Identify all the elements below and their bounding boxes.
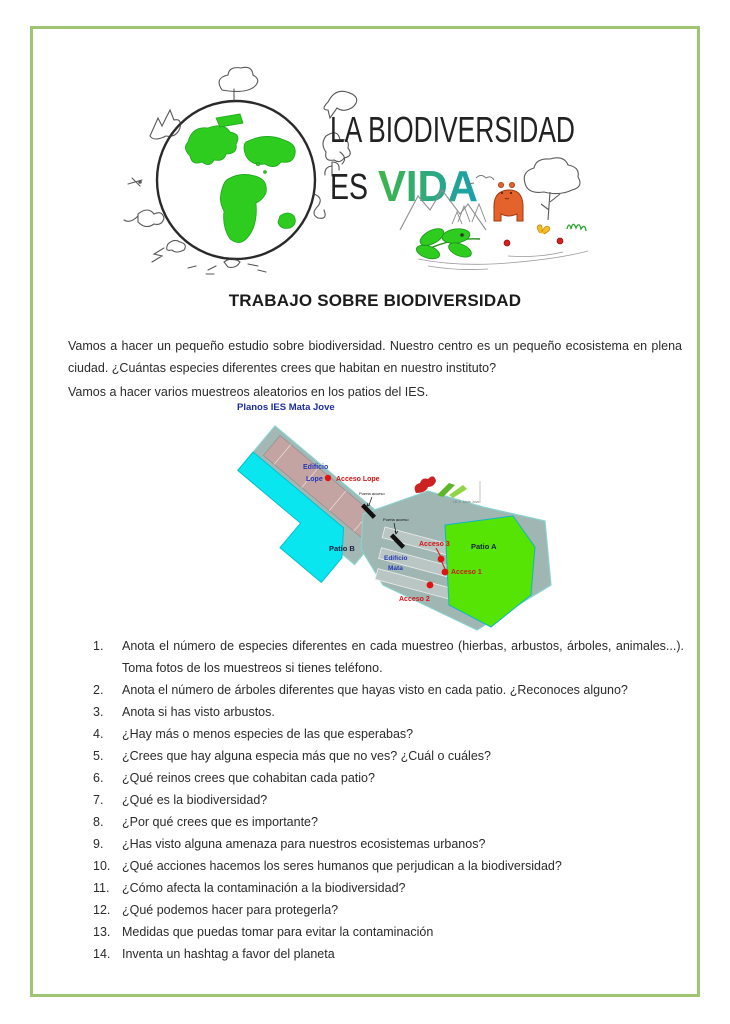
lizard-icon bbox=[152, 240, 185, 262]
item-number: 7. bbox=[93, 793, 104, 807]
mushroom-icon bbox=[504, 240, 510, 246]
list-item bbox=[93, 679, 684, 701]
leaf-branch-icon bbox=[415, 225, 480, 261]
item-text: Anota el número de especies diferentes en cada muestreo (hierbas, arbustos, árboles, animales...). Toma fotos de los muestreos si tienes teléfono. bbox=[122, 639, 684, 675]
deer-icon bbox=[150, 110, 180, 139]
acceso-3-dot bbox=[438, 556, 445, 563]
bear-icon bbox=[494, 182, 523, 221]
list-item bbox=[93, 877, 684, 899]
item-number: 1. bbox=[93, 639, 104, 653]
list-item bbox=[93, 921, 684, 943]
item-text: ¿Qué reinos crees que cohabitan cada patio? bbox=[122, 771, 375, 785]
item-number: 8. bbox=[93, 815, 104, 829]
monkey-icon bbox=[124, 210, 164, 227]
task-list bbox=[93, 635, 684, 965]
item-number: 6. bbox=[93, 771, 104, 785]
item-number: 9. bbox=[93, 837, 104, 851]
acceso-lope-dot bbox=[325, 475, 331, 481]
mushroom-icon-2 bbox=[557, 238, 563, 244]
page-title: TRABAJO SOBRE BIODIVERSIDAD bbox=[228, 291, 522, 310]
globe-illustration bbox=[124, 67, 357, 274]
headline-line2-es: ES bbox=[330, 166, 368, 207]
edificio-lope-label-1: Edificio bbox=[303, 464, 329, 471]
item-number: 3. bbox=[93, 705, 104, 719]
bird-icon bbox=[208, 259, 258, 270]
logo-text: I.E.S. Mata Jove bbox=[453, 500, 480, 504]
item-number: 2. bbox=[93, 683, 104, 697]
item-text: ¿Has visto alguna amenaza para nuestros ecosistemas urbanos? bbox=[122, 837, 486, 851]
list-item bbox=[93, 767, 684, 789]
item-number: 10. bbox=[93, 859, 111, 873]
item-text: ¿Cómo afecta la contaminación a la biodiversidad? bbox=[122, 881, 406, 895]
acceso-1-dot bbox=[442, 569, 449, 576]
item-text: ¿Por qué crees que es importante? bbox=[122, 815, 318, 829]
item-text: Medidas que puedas tomar para evitar la contaminación bbox=[122, 925, 434, 939]
campus-map-figure bbox=[233, 399, 555, 633]
item-text: ¿Qué podemos hacer para protegerla? bbox=[122, 903, 339, 917]
list-item bbox=[93, 745, 684, 767]
item-number: 14. bbox=[93, 947, 111, 961]
patio-b-label: Patio B bbox=[329, 544, 355, 553]
item-text: Anota si has visto arbustos. bbox=[122, 705, 275, 719]
headline-line1: LA BIODIVERSIDAD bbox=[330, 109, 575, 150]
edificio-mata-label-2: Mata bbox=[388, 565, 403, 572]
grass-tuft-icon bbox=[567, 224, 586, 231]
list-item bbox=[93, 855, 684, 877]
item-text: ¿Qué es la biodiversidad? bbox=[122, 793, 268, 807]
acceso-2-label: Acceso 2 bbox=[399, 596, 430, 603]
list-item bbox=[93, 635, 684, 679]
coral-icon bbox=[314, 194, 325, 218]
item-number: 13. bbox=[93, 925, 111, 939]
list-item bbox=[93, 943, 684, 965]
item-number: 4. bbox=[93, 727, 104, 741]
intro-paragraph-1: Vamos a hacer un pequeño estudio sobre biodiversidad. Nuestro centro es un pequeño ecosistema en plena ciudad. ¿Cuántas especies diferentes crees que habitan en nuestro instituto? bbox=[68, 338, 682, 375]
list-item bbox=[93, 723, 684, 745]
item-number: 5. bbox=[93, 749, 104, 763]
item-text: Anota el número de árboles diferentes que hayas visto en cada patio. ¿Reconoces alguno? bbox=[122, 683, 628, 697]
map-title: Planos IES Mata Jove bbox=[237, 402, 335, 413]
item-text: ¿Qué acciones hacemos los seres humanos que perjudican a la biodiversidad? bbox=[122, 859, 562, 873]
ladybug-icon bbox=[460, 233, 464, 237]
acceso-2-dot bbox=[427, 582, 434, 589]
ground-sketch bbox=[418, 251, 588, 270]
list-item bbox=[93, 833, 684, 855]
list-item bbox=[93, 899, 684, 921]
edificio-mata-label-1: Edificio bbox=[384, 555, 408, 562]
puerta-acceso-label-1: Puerta acceso bbox=[359, 491, 385, 496]
butterfly-icon bbox=[537, 225, 550, 234]
edificio-lope-label-2: Lope bbox=[306, 476, 323, 483]
item-text: ¿Hay más o menos especies de las que esperabas? bbox=[122, 727, 414, 741]
list-item bbox=[93, 789, 684, 811]
header-illustration bbox=[88, 44, 648, 284]
item-number: 12. bbox=[93, 903, 111, 917]
patio-a-label: Patio A bbox=[471, 542, 497, 551]
acceso-3-label: Acceso 3 bbox=[419, 541, 450, 548]
headline-vida: VIDA bbox=[378, 162, 478, 211]
item-text: ¿Crees que hay alguna especia más que no ves? ¿Cuál o cuáles? bbox=[122, 749, 491, 763]
puerta-acceso-label-2: Puerta acceso bbox=[383, 517, 409, 522]
item-text: Inventa un hashtag a favor del planeta bbox=[122, 947, 335, 961]
acceso-lope-label: Acceso Lope bbox=[336, 476, 380, 483]
intro-paragraph-2: Vamos a hacer varios muestreos aleatorios en los patios del IES. bbox=[68, 384, 429, 399]
list-item bbox=[93, 701, 684, 723]
campus-map-svg bbox=[233, 399, 555, 633]
item-number: 11. bbox=[93, 881, 110, 895]
logo-bird-icon bbox=[415, 476, 436, 493]
acceso-1-label: Acceso 1 bbox=[451, 569, 482, 576]
list-item bbox=[93, 811, 684, 833]
tree-right-icon bbox=[524, 158, 580, 220]
